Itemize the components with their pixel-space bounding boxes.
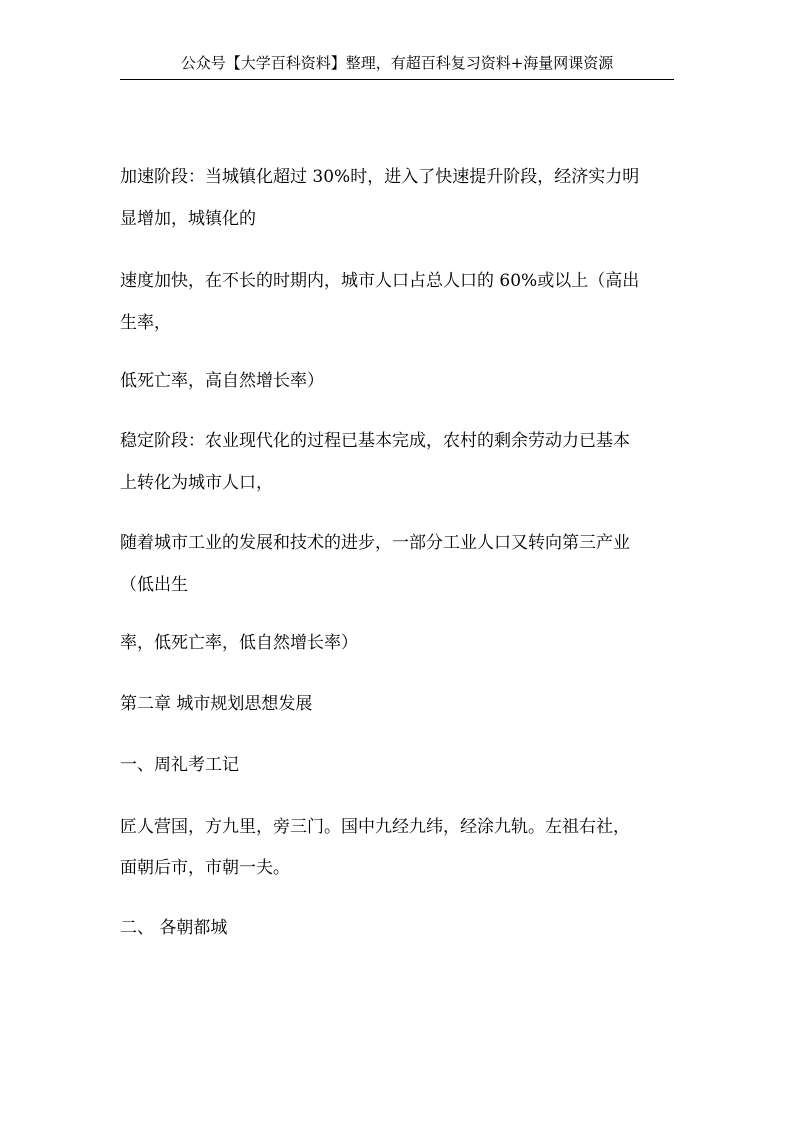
body-line: 稳定阶段：农业现代化的过程已基本完成，农村的剩余劳动力已基本	[120, 431, 630, 451]
body-line: 显增加，城镇化的	[120, 209, 256, 229]
page-header: 公众号【大学百科资料】整理，有超百科复习资料+海量网课资源	[180, 54, 614, 72]
chapter-heading: 第二章 城市规划思想发展	[120, 694, 313, 714]
body-line: （低出生	[120, 575, 188, 595]
body-line: 低死亡率，高自然增长率）	[120, 371, 324, 391]
body-line: 速度加快，在不长的时期内，城市人口占总人口的 60%或以上（高出	[120, 271, 640, 291]
header-divider	[120, 79, 674, 80]
section-heading: 一、周礼考工记	[120, 755, 239, 775]
body-line: 生率，	[120, 313, 171, 333]
body-line: 上转化为城市人口，	[120, 473, 273, 493]
body-line: 率，低死亡率，低自然增长率）	[120, 633, 358, 653]
body-line: 匠人营国，方九里，旁三门。国中九经九纬，经涂九轨。左祖右社，	[120, 817, 630, 837]
body-line: 加速阶段：当城镇化超过 30%时，进入了快速提升阶段，经济实力明	[120, 167, 640, 187]
section-heading: 二、 各朝都城	[120, 918, 228, 938]
body-line: 随着城市工业的发展和技术的进步，一部分工业人口又转向第三产业	[120, 533, 630, 553]
body-line: 面朝后市，市朝一夫。	[120, 858, 290, 878]
